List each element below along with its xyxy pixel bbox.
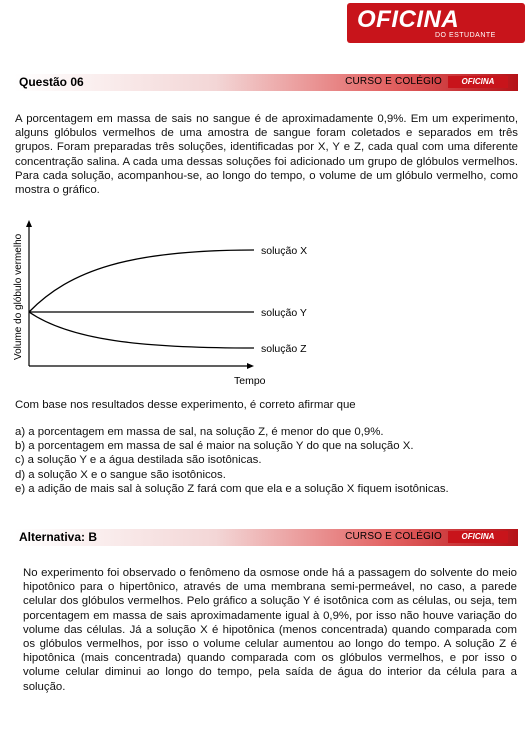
question-number: Questão 06 bbox=[19, 75, 84, 89]
question-header-bar bbox=[14, 74, 518, 91]
options-list bbox=[15, 425, 449, 496]
curve-solution-x bbox=[29, 250, 254, 312]
curve-solution-z bbox=[29, 312, 254, 348]
logo-subtitle: DO ESTUDANTE bbox=[435, 32, 496, 39]
answer-text: No experimento foi observado o fenômeno da osmose onde há a passagem do solvente do meio hipotônico para o hipertônico, através de uma membrana semi-permeável, no caso, a parede celular dos glóbulos vermelhos. Pelo gráfico a solução Y é isotônica com as células, ou seja, tem porcentagem em massa de sais aproximadamente igual à 0,9%, por isso não houve variação do volume das células. Já a solução X é hipotônica (menos concentrada) quando comparada com os glóbulos vermelhos, por isso o volume celular aumentou ao longo do tempo. A solução Z é hipotônica (mais concentrada) quando comparada com os glóbulos vermelhos, e por isso o volume celular diminui ao longo do tempo, pela saída de água do interior da célula para a solução. bbox=[23, 567, 517, 693]
option-d: d) a solução X e o sangue são isotônicos. bbox=[15, 468, 226, 481]
label-solution-y: solução Y bbox=[261, 307, 307, 319]
xlabel: Tempo bbox=[234, 375, 266, 387]
header-course-text: CURSO E COLÉGIO bbox=[345, 76, 442, 87]
answer-header-bar bbox=[14, 529, 518, 546]
option-a: a) a porcentagem em massa de sal, na solução Z, é menor do que 0,9%. bbox=[15, 426, 384, 438]
option-e: e) a adição de mais sal à solução Z fará com que ela e a solução X fiquem isotônicas. bbox=[15, 482, 449, 495]
answer-label: Alternativa: B bbox=[19, 530, 98, 544]
label-solution-z: solução Z bbox=[261, 343, 307, 355]
header-mini-logo: OFICINA bbox=[448, 76, 508, 88]
ylabel: Volume do glóbulo vermelho bbox=[13, 233, 24, 360]
option-b: b) a porcentagem em massa de sal é maior na solução Y do que na solução X. bbox=[15, 440, 414, 453]
question-stem: Com base nos resultados desse experimento, é correto afirmar que bbox=[15, 399, 356, 411]
option-c: c) a solução Y e a água destilada são isotônicas. bbox=[15, 454, 262, 467]
label-solution-x: solução X bbox=[261, 245, 308, 257]
volume-chart bbox=[10, 218, 330, 390]
y-axis-arrow bbox=[26, 220, 32, 227]
answer-header-mini-logo: OFICINA bbox=[448, 531, 508, 543]
x-axis-arrow bbox=[247, 363, 254, 369]
oficina-logo bbox=[347, 3, 525, 43]
answer-header-course-text: CURSO E COLÉGIO bbox=[345, 531, 442, 542]
logo-word: OFICINA bbox=[357, 6, 460, 33]
question-text: A porcentagem em massa de sais no sangue é de aproximadamente 0,9%. Em um experimento, alguns glóbulos vermelhos de uma amostra de sangue foram coletados e separados em três grupos. Foram preparadas três soluções, identificadas por X, Y e Z, cada qual com uma diferente concentração salina. A cada uma dessas soluções foi adicionado um grupo de glóbulos vermelhos. Para cada solução, acompanhou-se, ao longo do tempo, o volume de um glóbulo vermelho, como mostra o gráfico. bbox=[15, 113, 518, 197]
